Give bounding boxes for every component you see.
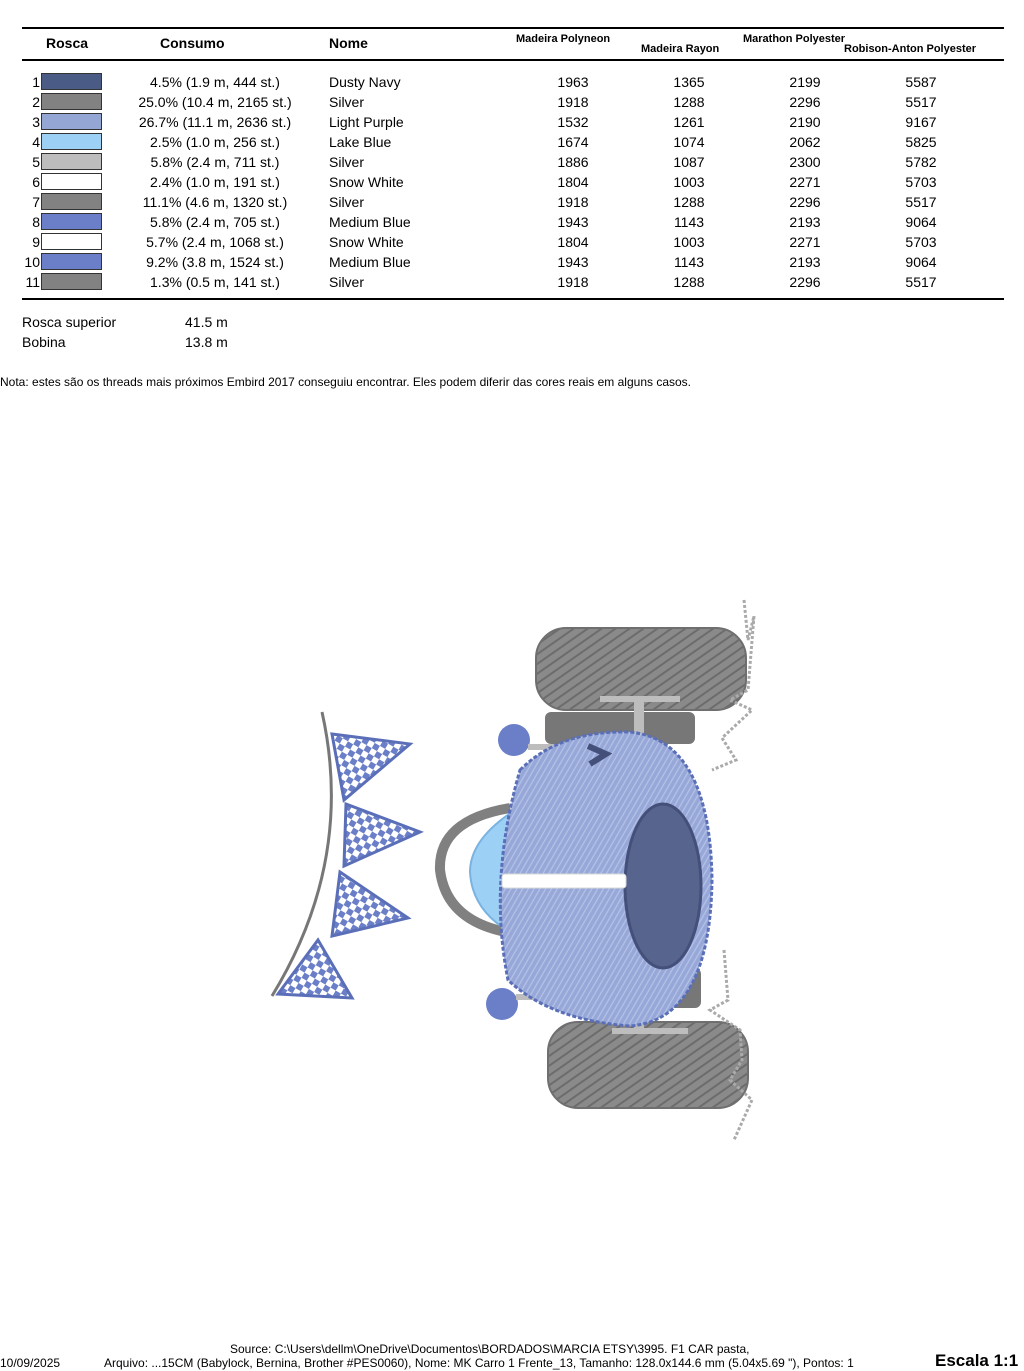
robison-cell: 5587	[905, 74, 937, 90]
nome-cell: Silver	[329, 194, 365, 210]
marathon-cell: 2193	[789, 254, 821, 270]
row-number: 10	[24, 254, 40, 270]
consumo-cell: 5.8% (2.4 m, 705 st.)	[150, 214, 280, 230]
madeira-rayon-cell: 1143	[673, 214, 705, 230]
row-number: 11	[25, 274, 40, 290]
consumo-cell: 5.7% (2.4 m, 1068 st.)	[146, 234, 284, 250]
table-header-rule	[22, 59, 1004, 61]
row-number: 6	[32, 174, 40, 190]
madeira-polyneon-cell: 1886	[557, 154, 589, 170]
color-swatch	[41, 213, 102, 230]
consumo-cell: 2.4% (1.0 m, 191 st.)	[150, 174, 280, 190]
color-swatch	[41, 173, 102, 190]
nome-cell: Medium Blue	[329, 254, 411, 270]
consumo-cell: 9.2% (3.8 m, 1524 st.)	[146, 254, 284, 270]
robison-cell: 5517	[905, 94, 937, 110]
robison-cell: 5703	[905, 174, 937, 190]
table-row	[0, 72, 1024, 92]
header-consumo: Consumo	[160, 35, 225, 51]
madeira-rayon-cell: 1003	[673, 174, 705, 190]
table-bottom-rule	[22, 298, 1004, 300]
madeira-polyneon-cell: 1532	[557, 114, 589, 130]
nome-cell: Dusty Navy	[329, 74, 401, 90]
air-intake	[625, 804, 701, 968]
consumo-cell: 5.8% (2.4 m, 711 st.)	[150, 154, 280, 170]
madeira-polyneon-cell: 1674	[557, 134, 589, 150]
color-swatch	[41, 153, 102, 170]
color-swatch	[41, 133, 102, 150]
footer-arquivo: Arquivo: ...15CM (Babylock, Bernina, Brother #PES0060), Nome: MK Carro 1 Frente_13, Tamanho: 128.0x144.6 mm (5.04x5.69 "), Pontos: 1	[104, 1356, 854, 1370]
madeira-polyneon-cell: 1918	[557, 194, 589, 210]
nome-cell: Snow White	[329, 234, 404, 250]
marathon-cell: 2296	[789, 94, 821, 110]
color-swatch	[41, 113, 102, 130]
mirror-top	[498, 724, 530, 756]
consumo-cell: 25.0% (10.4 m, 2165 st.)	[138, 94, 292, 110]
bobina-value: 13.8 m	[185, 334, 228, 350]
header-marathon: Marathon Polyester	[743, 33, 846, 45]
footer-escala: Escala 1:1	[935, 1351, 1019, 1370]
madeira-rayon-cell: 1261	[673, 114, 705, 130]
madeira-polyneon-cell: 1918	[557, 94, 589, 110]
header-robison: Robison-Anton Polyester	[844, 43, 977, 55]
robison-cell: 5517	[905, 194, 937, 210]
table-row	[0, 112, 1024, 132]
marathon-cell: 2193	[789, 214, 821, 230]
madeira-rayon-cell: 1087	[673, 154, 705, 170]
madeira-rayon-cell: 1288	[673, 194, 705, 210]
color-swatch	[41, 233, 102, 250]
row-number: 3	[32, 114, 40, 130]
table-row	[0, 192, 1024, 212]
robison-cell: 9064	[905, 214, 937, 230]
table-row	[0, 252, 1024, 272]
nome-cell: Medium Blue	[329, 214, 411, 230]
robison-cell: 9167	[905, 114, 937, 130]
consumo-cell: 2.5% (1.0 m, 256 st.)	[150, 134, 280, 150]
marathon-cell: 2199	[789, 74, 821, 90]
madeira-rayon-cell: 1143	[673, 254, 705, 270]
table-row	[0, 212, 1024, 232]
header-madeira-rayon: Madeira Rayon	[641, 43, 720, 55]
note-text: Nota: estes são os threads mais próximos Embird 2017 conseguiu encontrar. Eles podem diferir das cores reais em alguns casos.	[0, 375, 692, 389]
color-swatch	[41, 93, 102, 110]
nome-cell: Light Purple	[329, 114, 404, 130]
table-row	[0, 152, 1024, 172]
madeira-polyneon-cell: 1804	[557, 174, 589, 190]
table-top-rule	[22, 27, 1004, 29]
header-nome: Nome	[329, 35, 368, 51]
embroidery-preview	[260, 590, 780, 1150]
row-number: 2	[32, 94, 40, 110]
madeira-rayon-cell: 1003	[673, 234, 705, 250]
nome-cell: Silver	[329, 154, 365, 170]
flag-3	[332, 872, 408, 936]
robison-cell: 9064	[905, 254, 937, 270]
madeira-rayon-cell: 1365	[673, 74, 705, 90]
nome-cell: Silver	[329, 274, 365, 290]
color-swatch	[41, 273, 102, 290]
marathon-cell: 2296	[789, 274, 821, 290]
flag-1	[332, 734, 410, 800]
table-row	[0, 232, 1024, 252]
bobina-label: Bobina	[22, 334, 66, 350]
footer-source: Source: C:\Users\dellm\OneDrive\Documentos\BORDADOS\MARCIA ETSY\3995. F1 CAR pasta,	[230, 1342, 750, 1356]
row-number: 7	[32, 194, 40, 210]
robison-cell: 5703	[905, 234, 937, 250]
rosca-superior-value: 41.5 m	[185, 314, 228, 330]
madeira-polyneon-cell: 1963	[557, 74, 589, 90]
table-row	[0, 172, 1024, 192]
row-number: 4	[32, 134, 40, 150]
nome-cell: Silver	[329, 94, 365, 110]
header-madeira-polyneon: Madeira Polyneon	[516, 33, 611, 45]
marathon-cell: 2271	[789, 234, 821, 250]
madeira-rayon-cell: 1074	[673, 134, 705, 150]
row-number: 9	[32, 234, 40, 250]
footer-date: 10/09/2025	[0, 1356, 61, 1370]
madeira-rayon-cell: 1288	[673, 274, 705, 290]
robison-cell: 5517	[905, 274, 937, 290]
color-swatch	[41, 193, 102, 210]
header-rosca: Rosca	[46, 35, 89, 51]
madeira-polyneon-cell: 1943	[557, 254, 589, 270]
car-stripe	[502, 874, 626, 888]
marathon-cell: 2190	[789, 114, 821, 130]
nome-cell: Lake Blue	[329, 134, 392, 150]
consumo-cell: 26.7% (11.1 m, 2636 st.)	[138, 114, 292, 130]
table-row	[0, 132, 1024, 152]
marathon-cell: 2271	[789, 174, 821, 190]
flag-2	[344, 804, 420, 866]
wheel-bottom	[548, 1022, 748, 1108]
marathon-cell: 2062	[789, 134, 821, 150]
madeira-rayon-cell: 1288	[673, 94, 705, 110]
marathon-cell: 2296	[789, 194, 821, 210]
robison-cell: 5825	[905, 134, 937, 150]
row-number: 1	[32, 74, 40, 90]
marathon-cell: 2300	[789, 154, 821, 170]
row-number: 8	[32, 214, 40, 230]
rosca-superior-label: Rosca superior	[22, 314, 117, 330]
consumo-cell: 11.1% (4.6 m, 1320 st.)	[142, 194, 288, 210]
row-number: 5	[32, 154, 40, 170]
mirror-bottom	[486, 988, 518, 1020]
color-swatch	[41, 73, 102, 90]
table-row	[0, 272, 1024, 292]
madeira-polyneon-cell: 1918	[557, 274, 589, 290]
color-swatch	[41, 253, 102, 270]
flag-4	[278, 940, 352, 998]
robison-cell: 5782	[905, 154, 937, 170]
consumo-cell: 4.5% (1.9 m, 444 st.)	[150, 74, 280, 90]
madeira-polyneon-cell: 1804	[557, 234, 589, 250]
table-row	[0, 92, 1024, 112]
consumo-cell: 1.3% (0.5 m, 141 st.)	[150, 274, 280, 290]
madeira-polyneon-cell: 1943	[557, 214, 589, 230]
nome-cell: Snow White	[329, 174, 404, 190]
